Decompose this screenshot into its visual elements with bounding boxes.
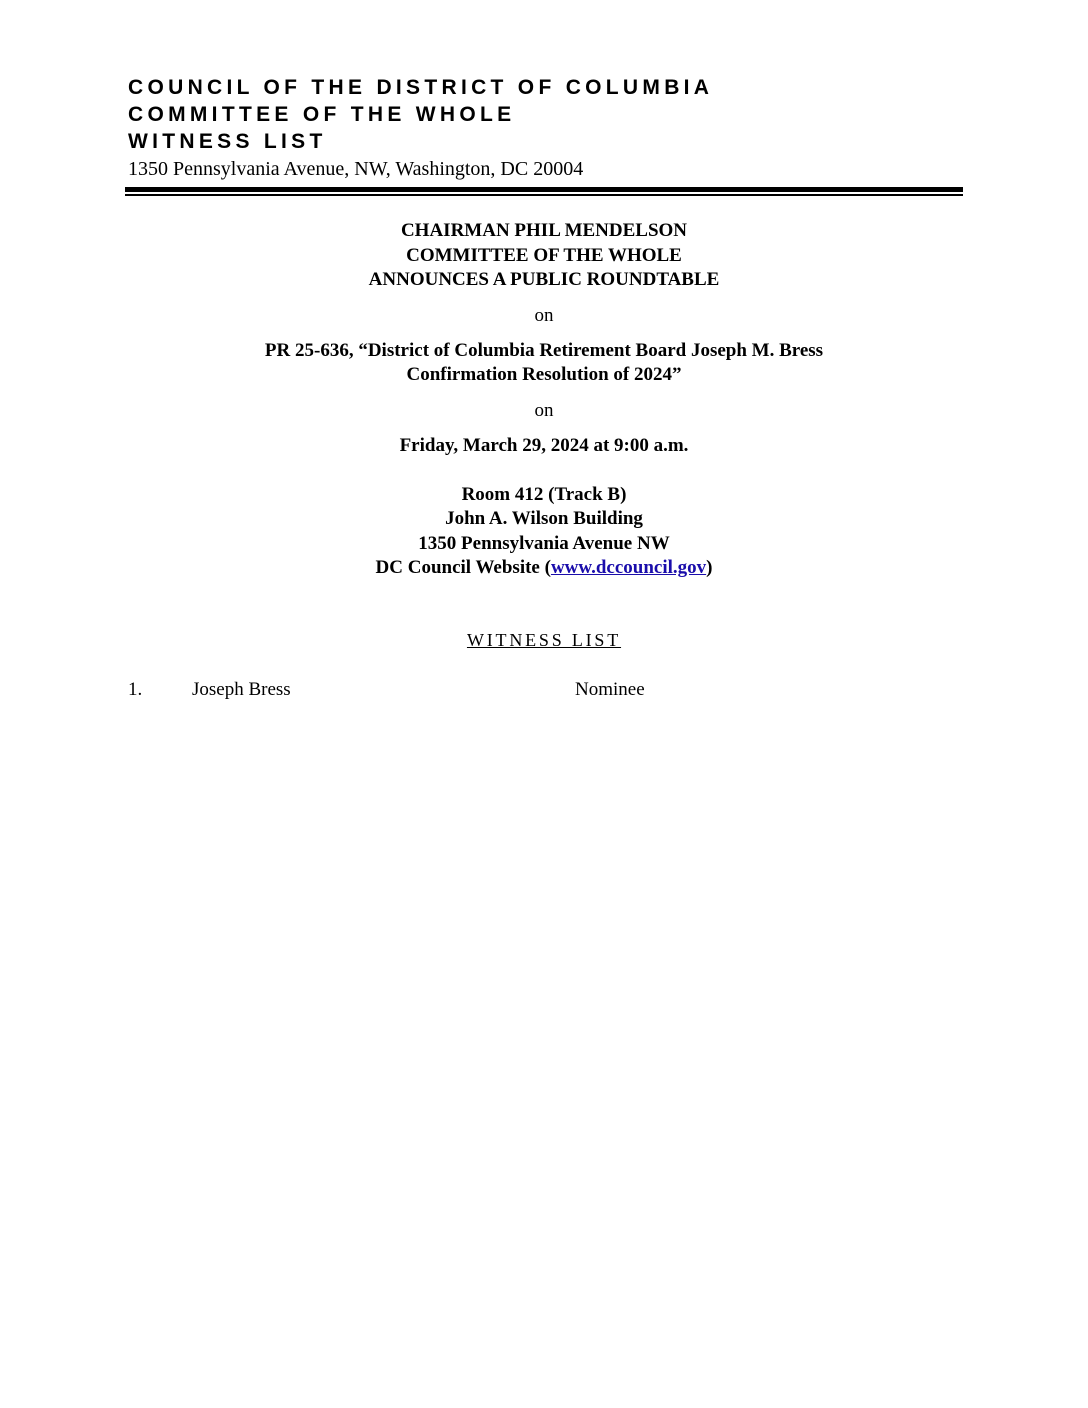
witness-role: Nominee xyxy=(575,679,645,700)
council-name: COUNCIL OF THE DISTRICT OF COLUMBIA xyxy=(128,76,714,99)
chairman-line: CHAIRMAN PHIL MENDELSON xyxy=(400,220,688,241)
header-divider-thin xyxy=(125,194,963,196)
website-link[interactable]: www.dccouncil.gov xyxy=(550,557,707,578)
website-label: DC Council Website ( xyxy=(375,557,551,578)
announces-line: ANNOUNCES A PUBLIC ROUNDTABLE xyxy=(368,269,720,290)
on-connector: on xyxy=(534,305,554,326)
header-divider-thick xyxy=(125,187,963,192)
hearing-datetime: Friday, March 29, 2024 at 9:00 a.m. xyxy=(399,435,689,456)
witness-list-title: WITNESS LIST xyxy=(466,630,622,650)
committee-name: COMMITTEE OF THE WHOLE xyxy=(128,103,516,126)
website-close: ) xyxy=(706,557,713,578)
street-line: 1350 Pennsylvania Avenue NW xyxy=(418,533,670,554)
committee-line: COMMITTEE OF THE WHOLE xyxy=(406,245,682,266)
measure-title-line2: Confirmation Resolution of 2024” xyxy=(406,364,682,385)
building-line: John A. Wilson Building xyxy=(445,508,643,529)
witness-list-heading xyxy=(0,628,1088,654)
room-line: Room 412 (Track B) xyxy=(461,484,627,505)
witness-number: 1. xyxy=(128,679,143,700)
website-line xyxy=(0,556,1088,581)
on-connector: on xyxy=(534,400,554,421)
document-type: WITNESS LIST xyxy=(128,130,327,153)
council-address: 1350 Pennsylvania Avenue, NW, Washington, DC 20004 xyxy=(128,158,584,180)
measure-title-line1: PR 25-636, “District of Columbia Retirement Board Joseph M. Bress xyxy=(264,340,824,361)
witness-name: Joseph Bress xyxy=(192,679,291,700)
letterhead xyxy=(128,74,713,181)
